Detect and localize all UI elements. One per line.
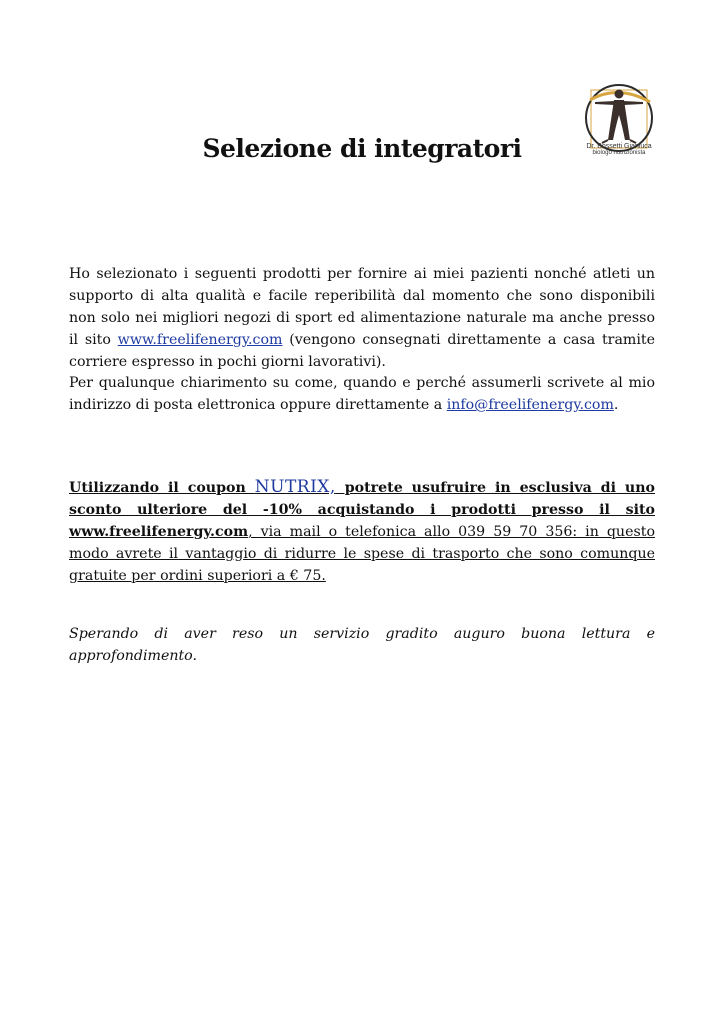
coupon-code: NUTRIX, <box>254 477 336 497</box>
logo-name: Dr. Bossetti Gianluca <box>586 143 652 150</box>
contact-paragraph <box>69 372 655 416</box>
intro-text-a: Ho selezionato i seguenti prodotti per fornire ai miei pazienti nonché atleti un supporto di alta qualità e facile reperibilità dal momento che sono disponibili non solo nei migliori negozi di sport ed alimentazione naturale ma anche presso il sito <box>69 266 655 348</box>
coupon-text-b: potrete usufruire in esclusiva di uno sconto ulteriore del -10% acquistando i prodotti presso il sito www.freelifenergy.com <box>69 480 655 540</box>
coupon-text-c: , via mail o telefonica allo 039 59 70 356: in questo modo avrete il vantaggio di ridurre le spese di trasporto che sono comunque gratuite per ordini superiori a € 75. <box>69 524 655 584</box>
coupon-paragraph <box>69 476 655 587</box>
website-link[interactable]: www.freelifenergy.com <box>117 332 283 348</box>
intro-text-b: (vengono consegnati direttamente a casa tramite corriere espresso in pochi giorni lavorativi). <box>69 332 656 370</box>
closing-paragraph: Sperando di aver reso un servizio gradito auguro buona lettura e approfondimento. <box>69 626 655 664</box>
email-link[interactable]: info@freelifenergy.com <box>446 397 614 413</box>
page-title: Selezione di integratori <box>202 134 522 163</box>
logo-subtitle: biologo nutrizionista <box>592 150 646 156</box>
intro-paragraph <box>69 263 655 373</box>
coupon-text-a: Utilizzando il coupon <box>69 480 255 496</box>
contact-text-a: Per qualunque chiarimento su come, quando e perché assumerli scrivete al mio indirizzo di posta elettronica oppure direttamente a <box>69 375 655 413</box>
contact-text-b: . <box>613 397 619 413</box>
